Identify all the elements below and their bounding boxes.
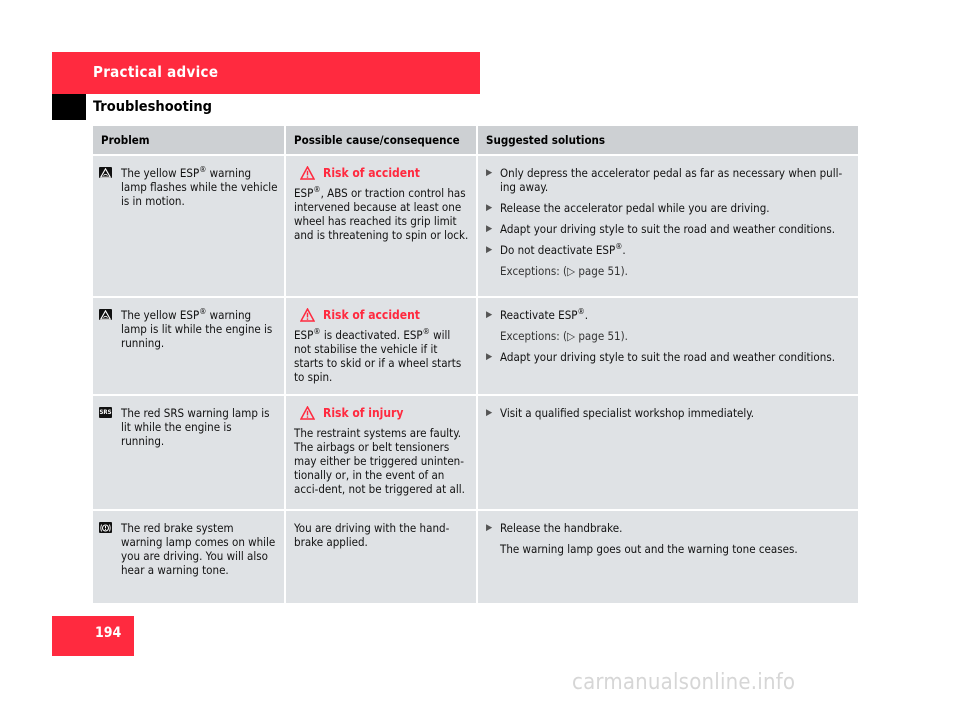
solution-item: ▶ Release the handbrake. The warning lamp goes out and the warning tone ceases. <box>486 521 798 556</box>
warning-triangle-icon <box>300 308 315 322</box>
esp-warning-lamp-icon <box>99 167 112 178</box>
table-header-row <box>93 126 858 154</box>
solutions-cell <box>476 509 858 603</box>
problem-text: The red SRS warning lamp is lit while the engine is running. <box>121 406 270 448</box>
srs-warning-lamp-icon: SRS <box>99 407 112 418</box>
page-number: 194 <box>95 625 122 641</box>
solution-item: ▶ Do not deactivate ESP®. Exceptions: (▷ page 51). <box>486 242 628 278</box>
risk-warning: Risk of injury <box>300 406 470 420</box>
bullet-arrow-icon: ▶ <box>486 352 493 362</box>
cause-text: ESP®, ABS or traction control has intervened because at least one wheel has reached its grip limit and is threatening to spin or lock. <box>294 185 469 242</box>
cause-cell <box>284 154 476 296</box>
solution-item: ▶ Only depress the accelerator pedal as far as necessary when pull-ing away. <box>486 166 843 194</box>
solution-item: ▶ Reactivate ESP®. Exceptions: (▷ page 51). <box>486 307 628 343</box>
page-reference[interactable]: Exceptions: (▷ page 51). <box>500 264 628 278</box>
problem-text: The red brake system warning lamp comes on while you are driving. You will also hear a warning tone. <box>121 521 276 577</box>
subsection-marker <box>52 94 86 120</box>
bullet-arrow-icon: ▶ <box>486 310 493 320</box>
table-row <box>93 296 858 394</box>
page-number-box <box>52 616 134 656</box>
troubleshooting-table <box>93 126 858 603</box>
warning-triangle-icon <box>300 166 315 180</box>
problem-text: The yellow ESP® warning lamp is lit while the engine is running. <box>121 307 273 350</box>
header-solutions: Suggested solutions <box>476 126 858 154</box>
problem-cell <box>93 394 284 509</box>
table-row <box>93 509 858 603</box>
bullet-arrow-icon: ▶ <box>486 408 493 418</box>
solutions-cell <box>476 296 858 394</box>
solution-note: The warning lamp goes out and the warning tone ceases. <box>500 542 798 556</box>
watermark: carmanualsonline.info <box>572 670 796 695</box>
esp-warning-lamp-icon <box>99 309 112 320</box>
solutions-cell <box>476 394 858 509</box>
bullet-arrow-icon: ▶ <box>486 523 493 533</box>
cause-text: You are driving with the hand-brake applied. <box>294 521 450 549</box>
bullet-arrow-icon: ▶ <box>486 224 493 234</box>
page-reference[interactable]: Exceptions: (▷ page 51). <box>500 329 628 343</box>
table-row <box>93 154 858 296</box>
problem-cell <box>93 296 284 394</box>
cause-cell <box>284 394 476 509</box>
bullet-arrow-icon: ▶ <box>486 245 493 255</box>
header-cause: Possible cause/consequence <box>284 126 476 154</box>
problem-cell <box>93 509 284 603</box>
brake-warning-lamp-icon <box>99 522 112 533</box>
solution-item: ▶ Release the accelerator pedal while you are driving. <box>486 201 770 215</box>
cause-cell <box>284 296 476 394</box>
solution-item: ▶ Adapt your driving style to suit the road and weather conditions. <box>486 222 835 236</box>
solution-item: ▶ Visit a qualified specialist workshop immediately. <box>486 406 755 420</box>
header-problem: Problem <box>93 126 284 154</box>
solution-item: ▶ Adapt your driving style to suit the road and weather conditions. <box>486 350 835 364</box>
cause-text: The restraint systems are faulty. The airbags or belt tensioners may either be triggered uninten-tionally or, in the event of an acci-dent, not be triggered at all. <box>294 426 465 496</box>
problem-cell <box>93 154 284 296</box>
risk-warning: Risk of accident <box>300 166 470 180</box>
section-title: Practical advice <box>93 63 219 81</box>
risk-warning: Risk of accident <box>300 308 470 322</box>
table-row <box>93 394 858 509</box>
problem-text: The yellow ESP® warning lamp flashes while the vehicle is in motion. <box>121 165 278 208</box>
bullet-arrow-icon: ▶ <box>486 203 493 213</box>
cause-cell <box>284 509 476 603</box>
bullet-arrow-icon: ▶ <box>486 168 493 178</box>
warning-triangle-icon <box>300 406 315 420</box>
subsection-title: Troubleshooting <box>93 99 212 115</box>
solutions-cell <box>476 154 858 296</box>
cause-text: ESP® is deactivated. ESP® will not stabilise the vehicle if it starts to skid or if a wheel starts to spin. <box>294 327 462 384</box>
